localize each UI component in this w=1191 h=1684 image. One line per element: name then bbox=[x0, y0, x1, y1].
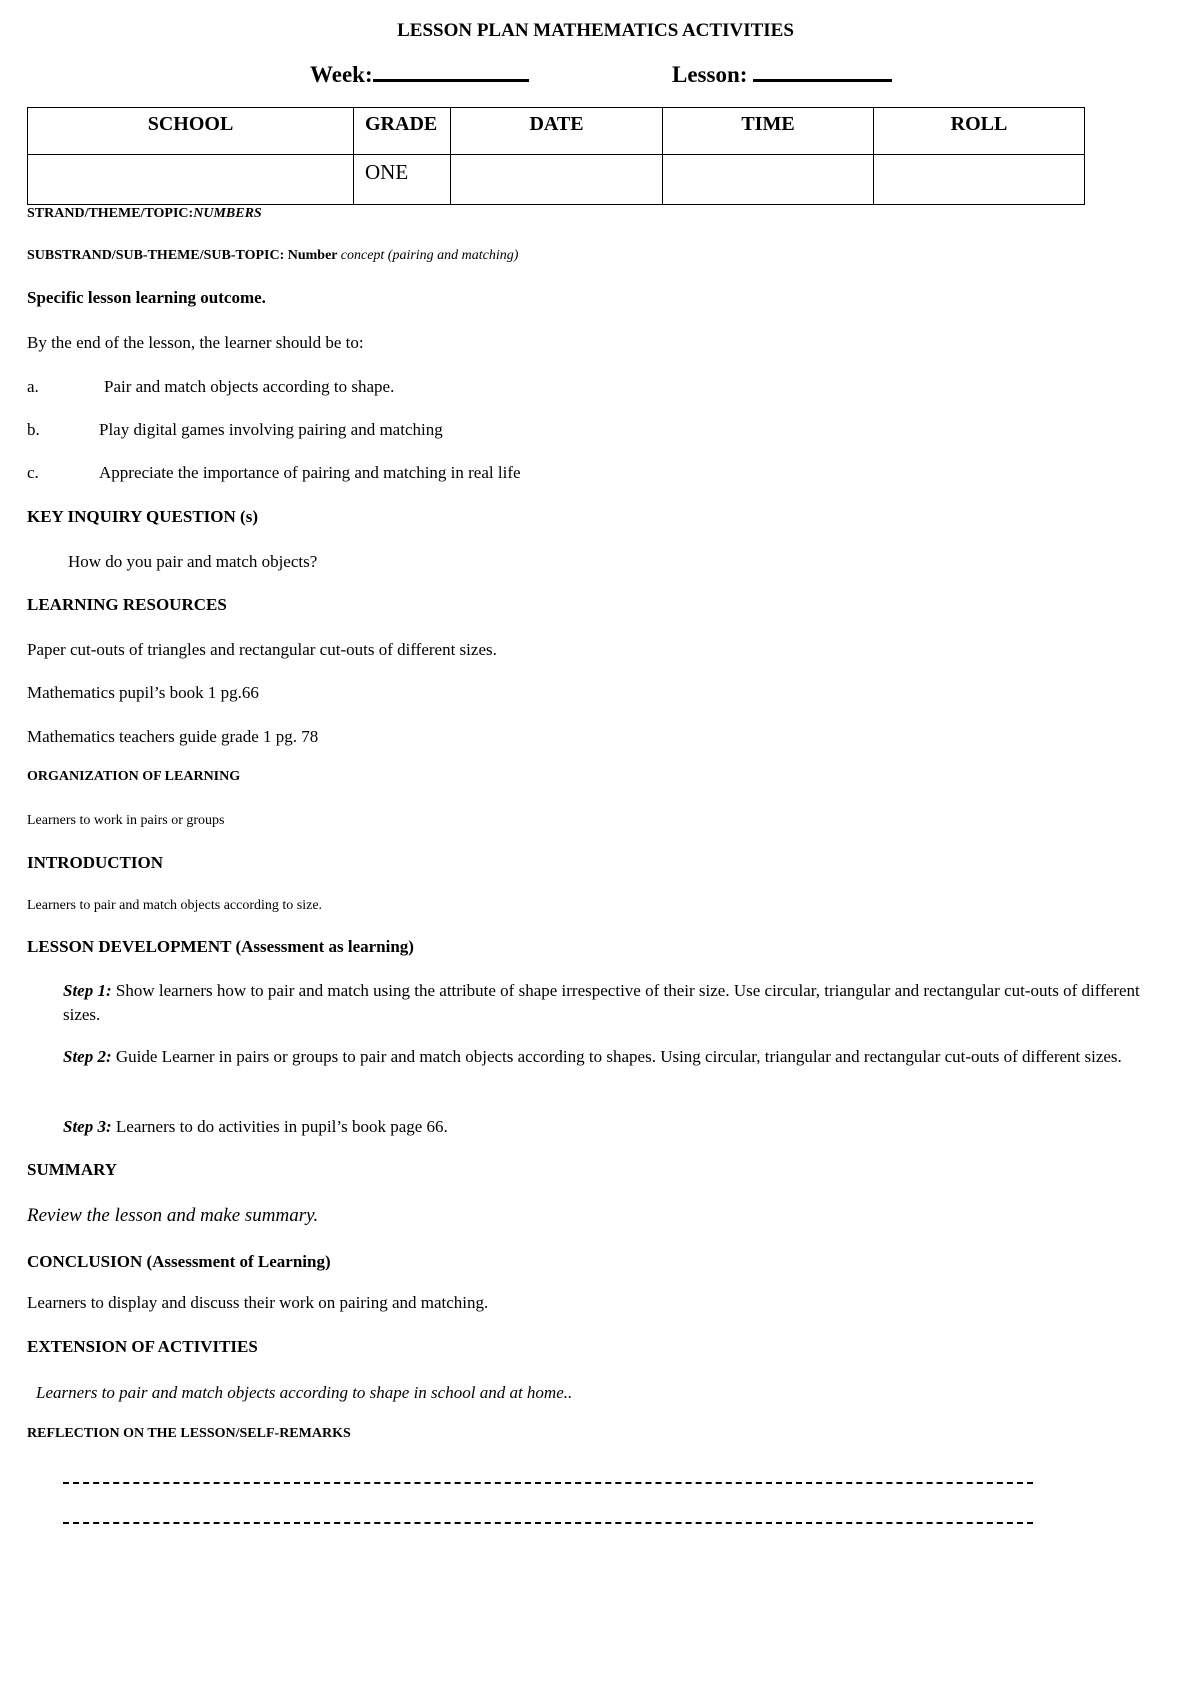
strand-value: NUMBERS bbox=[193, 206, 262, 221]
col-grade: GRADE bbox=[354, 108, 451, 155]
step-label: Step 3: bbox=[63, 1117, 112, 1136]
step-text: Guide Learner in pairs or groups to pair and match objects according to shapes. Using circular, triangular and rectangular cut-outs of different sizes. bbox=[111, 1047, 1122, 1066]
development-step-1 bbox=[63, 979, 1153, 1027]
summary-heading: SUMMARY bbox=[27, 1160, 118, 1179]
reflection-heading: REFLECTION ON THE LESSON/SELF-REMARKS bbox=[27, 1426, 351, 1441]
cell-school[interactable] bbox=[28, 155, 354, 205]
conclusion-heading: CONCLUSION (Assessment of Learning) bbox=[27, 1252, 331, 1271]
week-label: Week: bbox=[310, 62, 373, 87]
reflection-line-2[interactable] bbox=[63, 1522, 1033, 1524]
cell-time[interactable] bbox=[663, 155, 874, 205]
col-time: TIME bbox=[663, 108, 874, 155]
step-label: Step 1: bbox=[63, 981, 112, 1000]
col-date: DATE bbox=[451, 108, 663, 155]
reflection-line-1[interactable] bbox=[63, 1482, 1033, 1484]
summary-text: Review the lesson and make summary. bbox=[27, 1205, 319, 1226]
col-roll: ROLL bbox=[874, 108, 1085, 155]
substrand-value: concept (pairing and matching) bbox=[340, 248, 519, 263]
development-step-2 bbox=[63, 1045, 1153, 1069]
outcome-marker-b: b. bbox=[27, 420, 40, 439]
substrand-line bbox=[27, 249, 518, 263]
introduction-text: Learners to pair and match objects according to size. bbox=[27, 898, 323, 913]
resource-item: Paper cut-outs of triangles and rectangular cut-outs of different sizes. bbox=[27, 640, 497, 659]
step-text: Show learners how to pair and match using the attribute of shape irrespective of their size. Use circular, triangular and rectangular cut-outs of different sizes. bbox=[63, 981, 1140, 1024]
outcome-marker-a: a. bbox=[27, 377, 39, 396]
key-inquiry-heading: KEY INQUIRY QUESTION (s) bbox=[27, 507, 258, 526]
lesson-field bbox=[672, 61, 892, 86]
outcomes-heading: Specific lesson learning outcome. bbox=[27, 288, 266, 307]
outcomes-intro: By the end of the lesson, the learner should be to: bbox=[27, 333, 364, 352]
conclusion-text: Learners to display and discuss their work on pairing and matching. bbox=[27, 1293, 489, 1312]
document-title: LESSON PLAN MATHEMATICS ACTIVITIES bbox=[397, 20, 794, 41]
development-step-3 bbox=[63, 1115, 1153, 1139]
resource-item: Mathematics teachers guide grade 1 pg. 78 bbox=[27, 727, 319, 746]
step-text: Learners to do activities in pupil’s book page 66. bbox=[111, 1117, 448, 1136]
extension-heading: EXTENSION OF ACTIVITIES bbox=[27, 1337, 258, 1356]
cell-grade[interactable]: ONE bbox=[354, 155, 451, 205]
week-field bbox=[310, 61, 529, 86]
resources-heading: LEARNING RESOURCES bbox=[27, 595, 227, 614]
extension-text: Learners to pair and match objects according to shape in school and at home.. bbox=[36, 1383, 573, 1402]
step-label: Step 2: bbox=[63, 1047, 112, 1066]
outcome-item-a: Pair and match objects according to shape. bbox=[104, 377, 395, 396]
table-row bbox=[28, 155, 1085, 205]
strand-label: STRAND/THEME/TOPIC: bbox=[27, 206, 194, 221]
outcome-item-c: Appreciate the importance of pairing and matching in real life bbox=[99, 463, 521, 482]
col-school: SCHOOL bbox=[28, 108, 354, 155]
week-blank[interactable] bbox=[373, 61, 529, 82]
organization-text: Learners to work in pairs or groups bbox=[27, 813, 225, 828]
introduction-heading: INTRODUCTION bbox=[27, 853, 164, 872]
lesson-blank[interactable] bbox=[753, 61, 892, 82]
outcome-marker-c: c. bbox=[27, 463, 39, 482]
organization-heading: ORGANIZATION OF LEARNING bbox=[27, 769, 241, 784]
lesson-label: Lesson: bbox=[672, 62, 748, 87]
substrand-label: SUBSTRAND/SUB-THEME/SUB-TOPIC: Number bbox=[27, 248, 338, 263]
outcome-item-b: Play digital games involving pairing and matching bbox=[99, 420, 443, 439]
cell-roll[interactable] bbox=[874, 155, 1085, 205]
key-inquiry-question: How do you pair and match objects? bbox=[68, 552, 318, 571]
table-header-row bbox=[28, 108, 1085, 155]
resource-item: Mathematics pupil’s book 1 pg.66 bbox=[27, 683, 259, 702]
development-heading: LESSON DEVELOPMENT (Assessment as learning) bbox=[27, 937, 414, 956]
strand-line bbox=[27, 207, 262, 221]
cell-date[interactable] bbox=[451, 155, 663, 205]
lesson-info-table bbox=[27, 107, 1085, 205]
